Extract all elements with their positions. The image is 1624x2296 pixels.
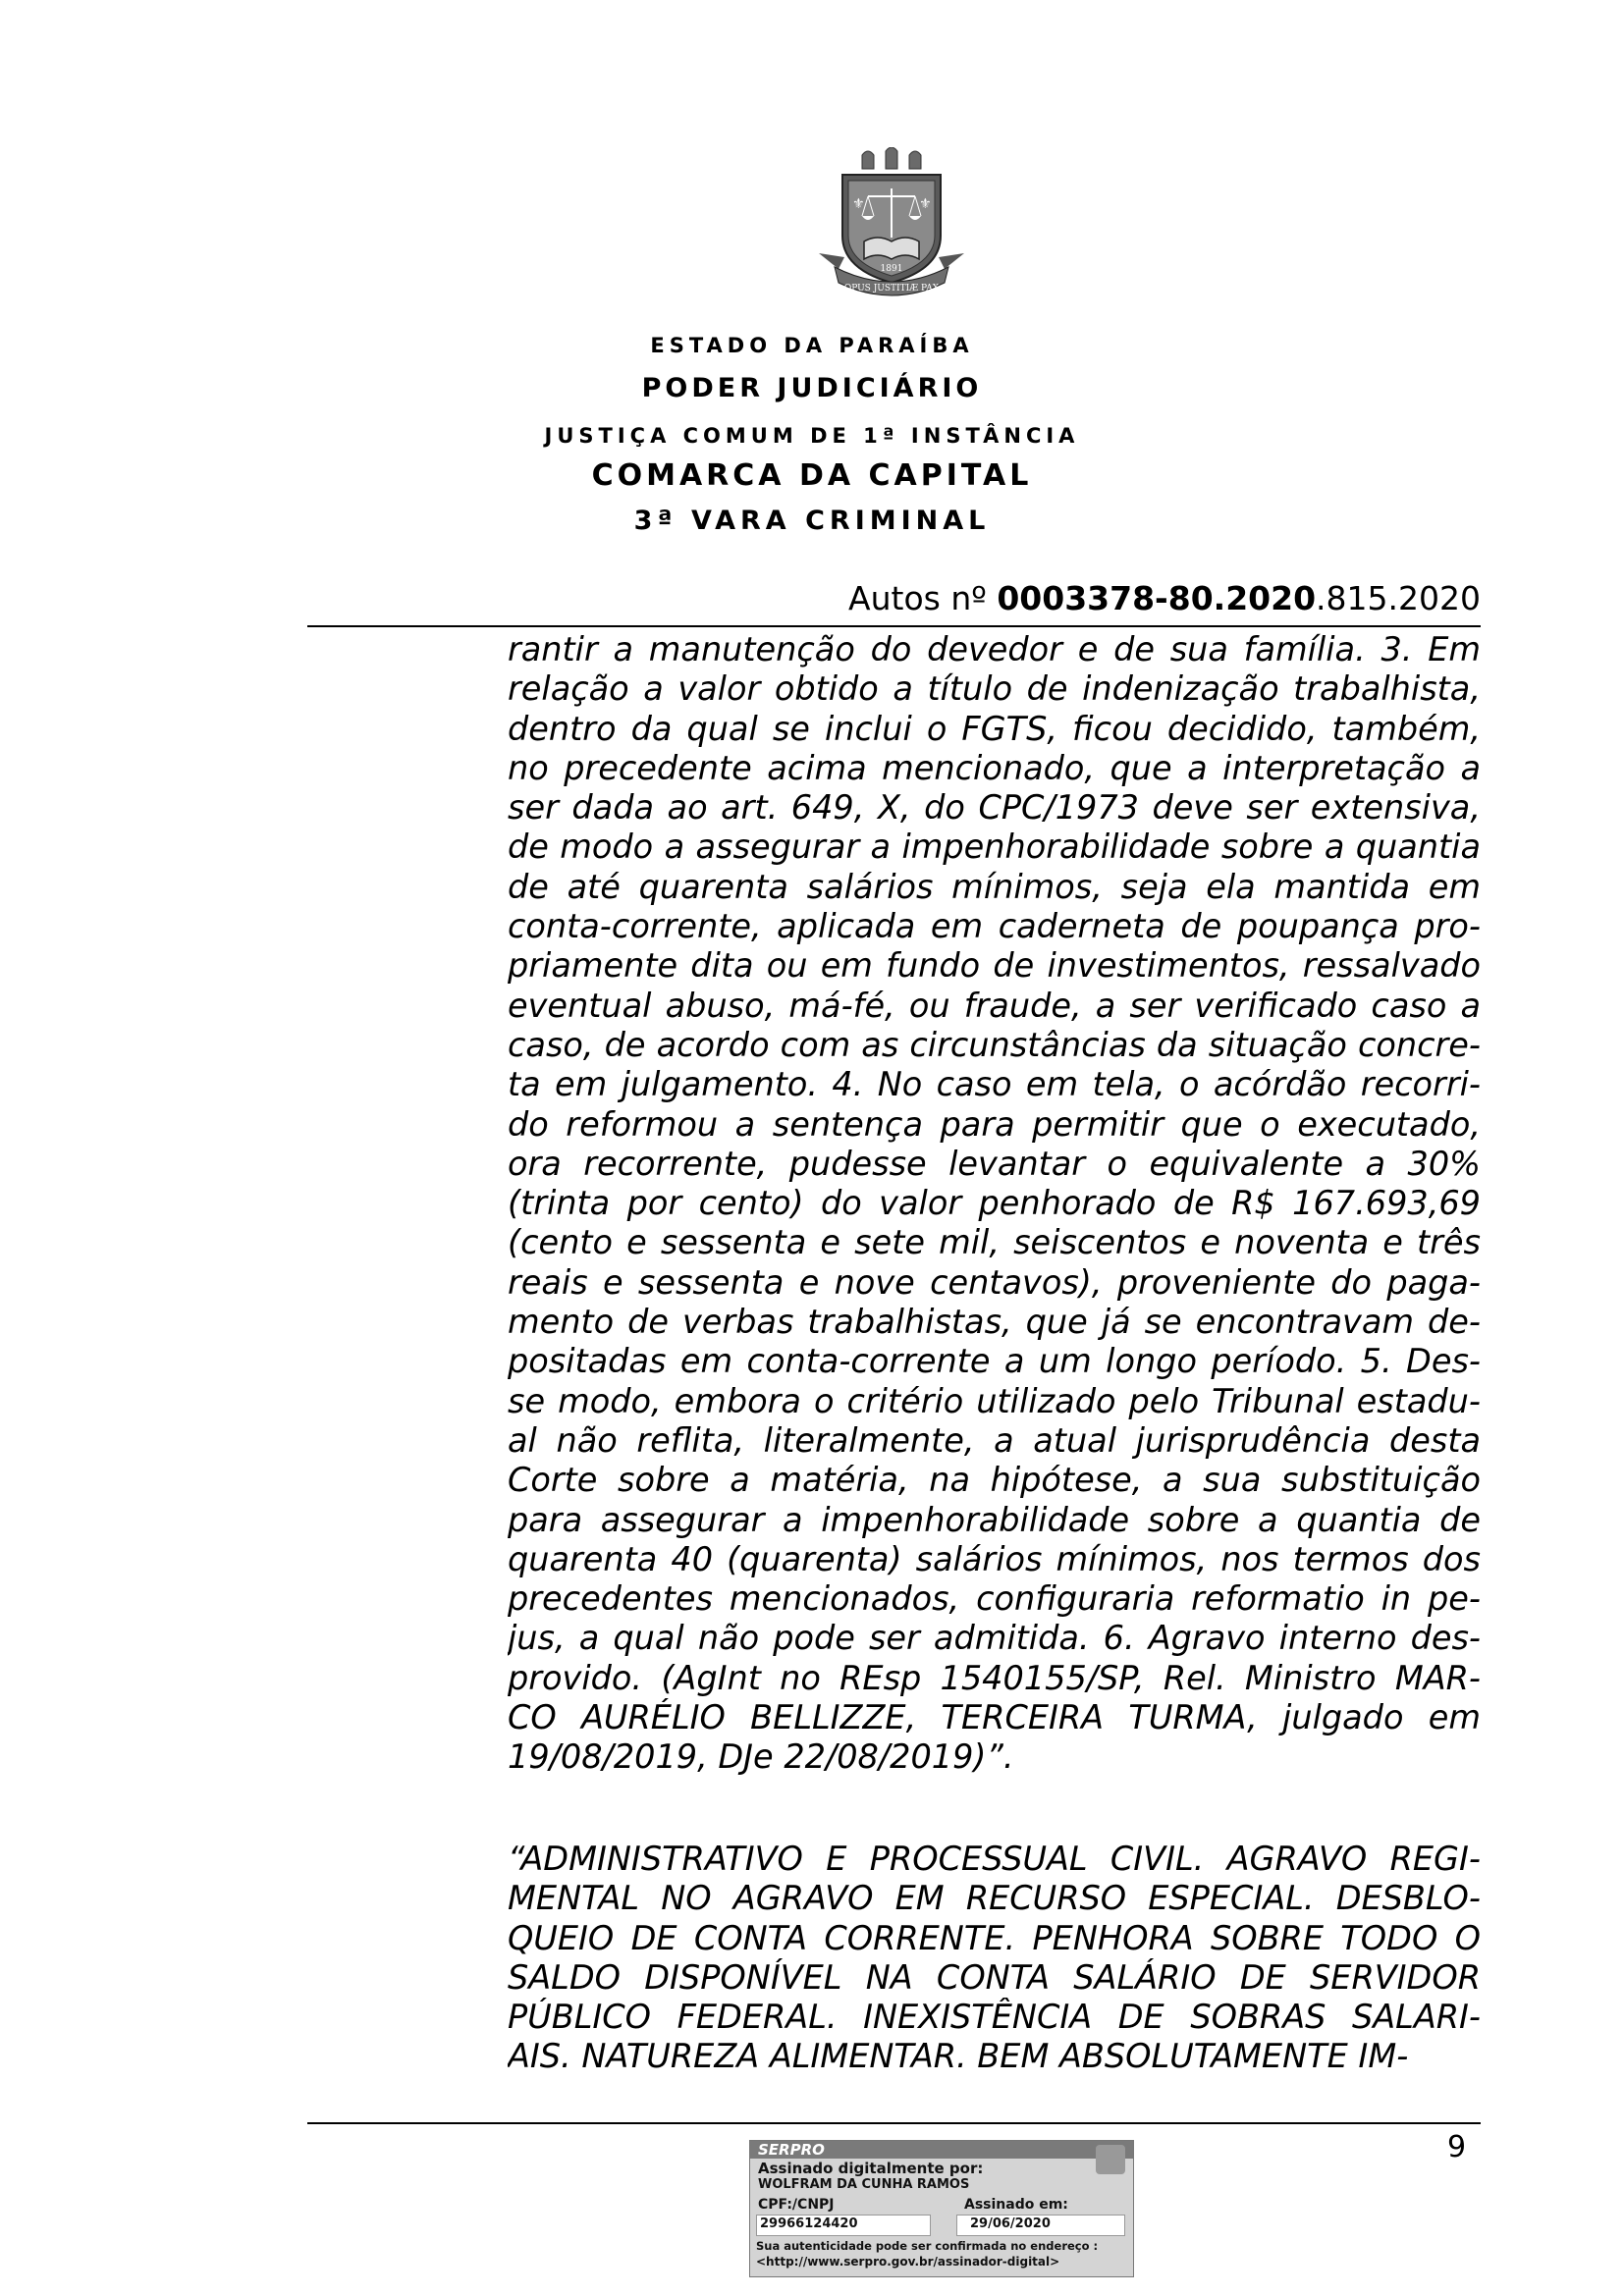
text-line: provido. (AgInt no REsp 1540155/SP, Rel. Ministro MAR- [508, 1658, 1481, 1697]
text-line: conta-corrente, aplicada em caderneta de poupança pro- [508, 907, 1481, 946]
signed-on-label: Assinado em: [964, 2197, 1068, 2213]
quote-paragraph-1 [508, 630, 1481, 1778]
text-line: caso, de acordo com as circunstâncias da situação concre- [508, 1025, 1481, 1064]
serpro-logo-text: SERPRO [758, 2141, 825, 2159]
text-line: “ADMINISTRATIVO E PROCESSUAL CIVIL. AGRAVO REGI- [508, 1840, 1481, 1878]
text-line: ora recorrente, pudesse levantar o equivalente a 30% [508, 1144, 1481, 1183]
text-line: ta em julgamento. 4. No caso em tela, o acórdão recorri- [508, 1065, 1481, 1104]
case-number-bold: 0003378-80.2020 [997, 579, 1317, 617]
pen-icon [1096, 2145, 1125, 2174]
authenticity-note: Sua autenticidade pode ser confirmada no endereço : [756, 2239, 1099, 2253]
text-line: para assegurar a impenhorabilidade sobre a quantia de [508, 1500, 1481, 1539]
text-line: reais e sessenta e nove centavos), proveniente do paga- [508, 1262, 1481, 1302]
text-line: quarenta 40 (quarenta) salários mínimos, nos termos dos [508, 1539, 1481, 1578]
text-line: eventual abuso, má-fé, ou fraude, a ser verificado caso a [508, 986, 1481, 1025]
text-line: (cento e sessenta e sete mil, seiscentos e noventa e três [508, 1223, 1481, 1262]
cpf-label: CPF:/CNPJ [758, 2197, 835, 2213]
seal-year: 1891 [880, 264, 903, 274]
header-divider [307, 625, 1481, 627]
text-line: CO AURÉLIO BELLIZZE, TERCEIRA TURMA, julgado em [508, 1698, 1481, 1737]
text-line: se modo, embora o critério utilizado pelo Tribunal estadu- [508, 1381, 1481, 1420]
text-line: Corte sobre a matéria, na hipótese, a sua substituição [508, 1461, 1481, 1500]
text-line: priamente dita ou em fundo de investimentos, ressalvado [508, 946, 1481, 986]
header-state: ESTADO DA PARAÍBA [650, 334, 974, 357]
signer-name: WOLFRAM DA CUNHA RAMOS [758, 2177, 970, 2192]
signed-on-date: 29/06/2020 [970, 2216, 1051, 2231]
page-number: 9 [1447, 2130, 1467, 2164]
text-line: mento de verbas trabalhistas, que já se encontravam de- [508, 1303, 1481, 1342]
text-line: 19/08/2019, DJe 22/08/2019)”. [508, 1737, 1014, 1777]
seal-motto: OPUS JUSTITIÆ PAX [843, 284, 940, 294]
text-line: do reformou a sentença para permitir que o executado, [508, 1104, 1481, 1144]
text-line: positadas em conta-corrente a um longo período. 5. Des- [508, 1342, 1481, 1381]
text-line: jus, a qual não pode ser admitida. 6. Agravo interno des- [508, 1619, 1481, 1658]
text-line: QUEIO DE CONTA CORRENTE. PENHORA SOBRE TODO O [508, 1918, 1481, 1957]
cpf-value: 29966124420 [760, 2216, 858, 2231]
text-line: de até quarenta salários mínimos, seja ela mantida em [508, 867, 1481, 906]
case-number-suffix: .815.2020 [1316, 579, 1481, 617]
text-line: relação a valor obtido a título de indenização trabalhista, [508, 669, 1481, 709]
text-line: (trinta por cento) do valor penhorado de R$ 167.693,69 [508, 1184, 1481, 1223]
text-line: AIS. NATUREZA ALIMENTAR. BEM ABSOLUTAMENTE IM- [508, 2037, 1409, 2076]
text-line: rantir a manutenção do devedor e de sua família. 3. Em [508, 630, 1481, 668]
header-judiciary: PODER JUDICIÁRIO [641, 373, 983, 403]
footer-divider [307, 2122, 1481, 2124]
text-line: ser dada ao art. 649, X, do CPC/1973 deve ser extensiva, [508, 788, 1481, 828]
text-line: MENTAL NO AGRAVO EM RECURSO ESPECIAL. DESBLO- [508, 1879, 1481, 1918]
text-line: no precedente acima mencionado, que a interpretação a [508, 748, 1481, 787]
header-district: COMARCA DA CAPITAL [591, 458, 1033, 493]
case-number [848, 579, 1481, 617]
text-line: SALDO DISPONÍVEL NA CONTA SALÁRIO DE SERVIDOR [508, 1957, 1481, 1997]
header-instance: JUSTIÇA COMUM DE 1ª INSTÂNCIA [544, 424, 1080, 448]
text-line: de modo a assegurar a impenhorabilidade sobre a quantia [508, 828, 1481, 867]
text-line: PÚBLICO FEDERAL. INEXISTÊNCIA DE SOBRAS SALARI- [508, 1998, 1481, 2037]
svg-text:⚜: ⚜ [852, 196, 865, 212]
text-line: dentro da qual se inclui o FGTS, ficou decidido, também, [508, 709, 1481, 748]
svg-text:⚜: ⚜ [919, 196, 932, 212]
quote-paragraph-2 [508, 1840, 1481, 2077]
text-line: precedentes mencionados, configuraria reformatio in pe- [508, 1579, 1481, 1619]
signed-by-label: Assinado digitalmente por: [758, 2160, 984, 2177]
digital-signature-stamp [749, 2140, 1134, 2277]
verification-url: <http://www.serpro.gov.br/assinador-digital> [756, 2255, 1060, 2269]
header-court: 3ª VARA CRIMINAL [633, 506, 991, 536]
text-line: al não reflita, literalmente, a atual jurisprudência desta [508, 1420, 1481, 1460]
case-number-prefix: Autos nº [848, 579, 998, 617]
court-seal-emblem [813, 147, 970, 304]
